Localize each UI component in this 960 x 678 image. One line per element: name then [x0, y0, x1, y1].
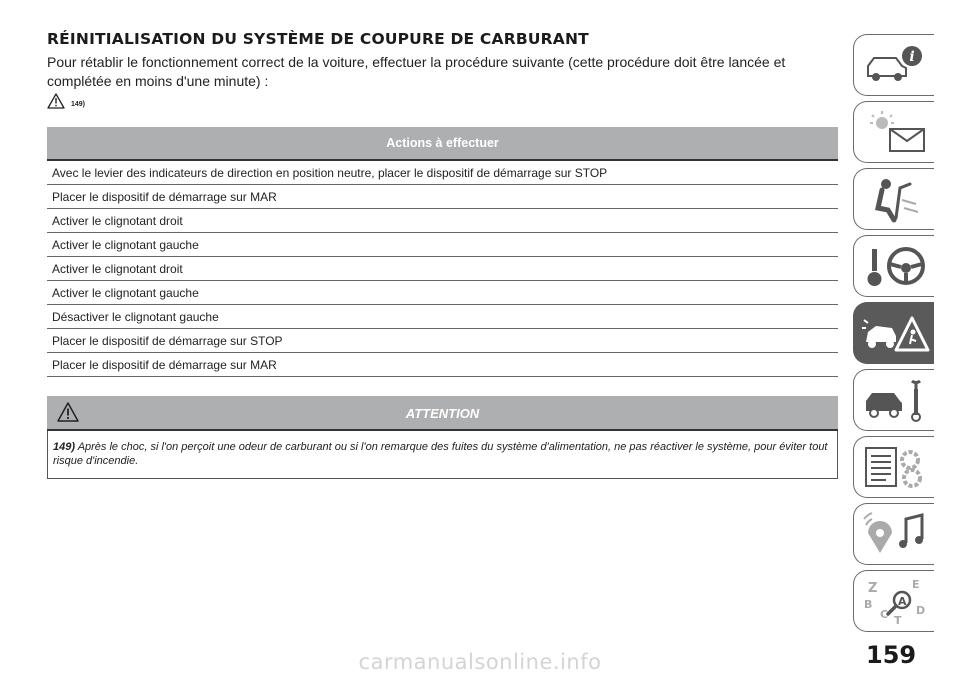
- watermark: carmanualsonline.info: [358, 650, 602, 674]
- table-cell: Placer le dispositif de démarrage sur STOP: [47, 329, 838, 353]
- seat-airbag-icon: [860, 174, 930, 224]
- table-row: [47, 160, 838, 185]
- svg-text:B: B: [864, 598, 873, 611]
- svg-text:A: A: [898, 595, 907, 608]
- svg-text:i: i: [909, 49, 915, 65]
- attention-ref: 149): [53, 441, 76, 453]
- multimedia-icon: [860, 509, 930, 559]
- svg-text:E: E: [912, 578, 920, 591]
- warning-lights-icon: [860, 107, 930, 157]
- tab-warning-lights[interactable]: [853, 101, 934, 163]
- page-number: 159: [866, 641, 917, 669]
- breakdown-triangle-icon: [860, 308, 930, 358]
- attention-text: Après le choc, si l'on perçoit une odeur de carburant ou si l'on remarque des fuites du système d'alimentation, ne pas réactiver le système, pour éviter tout risque d'incendie.: [53, 441, 828, 467]
- svg-text:C: C: [880, 608, 889, 621]
- table-row: [47, 281, 838, 305]
- tab-maintenance[interactable]: [853, 369, 934, 431]
- attention-header: [47, 396, 838, 431]
- table-header: Actions à effectuer: [47, 127, 838, 160]
- attention-box: [47, 396, 838, 479]
- tab-starting-driving[interactable]: [853, 235, 934, 297]
- table-cell: Activer le clignotant gauche: [47, 281, 838, 305]
- specifications-icon: [860, 442, 930, 492]
- table-row: [47, 305, 838, 329]
- section-title: RÉINITIALISATION DU SYSTÈME DE COUPURE DE CARBURANT: [47, 30, 589, 48]
- svg-text:Z: Z: [868, 581, 878, 596]
- table-cell: Désactiver le clignotant gauche: [47, 305, 838, 329]
- actions-table: [47, 127, 838, 377]
- table-cell: Placer le dispositif de démarrage sur MAR: [47, 185, 838, 209]
- tab-safety[interactable]: [853, 168, 934, 230]
- car-info-icon: [860, 40, 930, 90]
- attention-title: ATTENTION: [405, 406, 480, 421]
- key-steering-icon: [860, 241, 930, 291]
- table-row: [47, 353, 838, 377]
- warning-reference-number: 149): [71, 101, 86, 108]
- index-icon: [860, 576, 930, 626]
- tab-specifications[interactable]: [853, 436, 934, 498]
- table-cell: Placer le dispositif de démarrage sur MAR: [47, 353, 838, 377]
- warning-triangle-icon: [47, 93, 65, 109]
- table-row: [47, 185, 838, 209]
- warning-reference: [47, 93, 85, 109]
- table-cell: Avec le levier des indicateurs de direction en position neutre, placer le dispositif de démarrage sur STOP: [47, 160, 838, 185]
- table-cell: Activer le clignotant droit: [47, 257, 838, 281]
- svg-text:D: D: [916, 604, 926, 617]
- tab-index[interactable]: [853, 570, 934, 632]
- car-maintenance-icon: [860, 375, 930, 425]
- svg-text:T: T: [894, 614, 902, 626]
- table-cell: Activer le clignotant droit: [47, 209, 838, 233]
- table-row: [47, 329, 838, 353]
- attention-body: [47, 431, 838, 479]
- tab-car-info[interactable]: [853, 34, 934, 96]
- tab-emergency[interactable]: [853, 302, 934, 364]
- intro-paragraph: Pour rétablir le fonctionnement correct de la voiture, effectuer la procédure suivante (cette procédure doit être lancée et complétée en moins d'une minute) :: [47, 54, 786, 89]
- table-row: [47, 209, 838, 233]
- table-cell: Activer le clignotant gauche: [47, 233, 838, 257]
- tab-multimedia[interactable]: [853, 503, 934, 565]
- table-row: [47, 257, 838, 281]
- table-row: [47, 233, 838, 257]
